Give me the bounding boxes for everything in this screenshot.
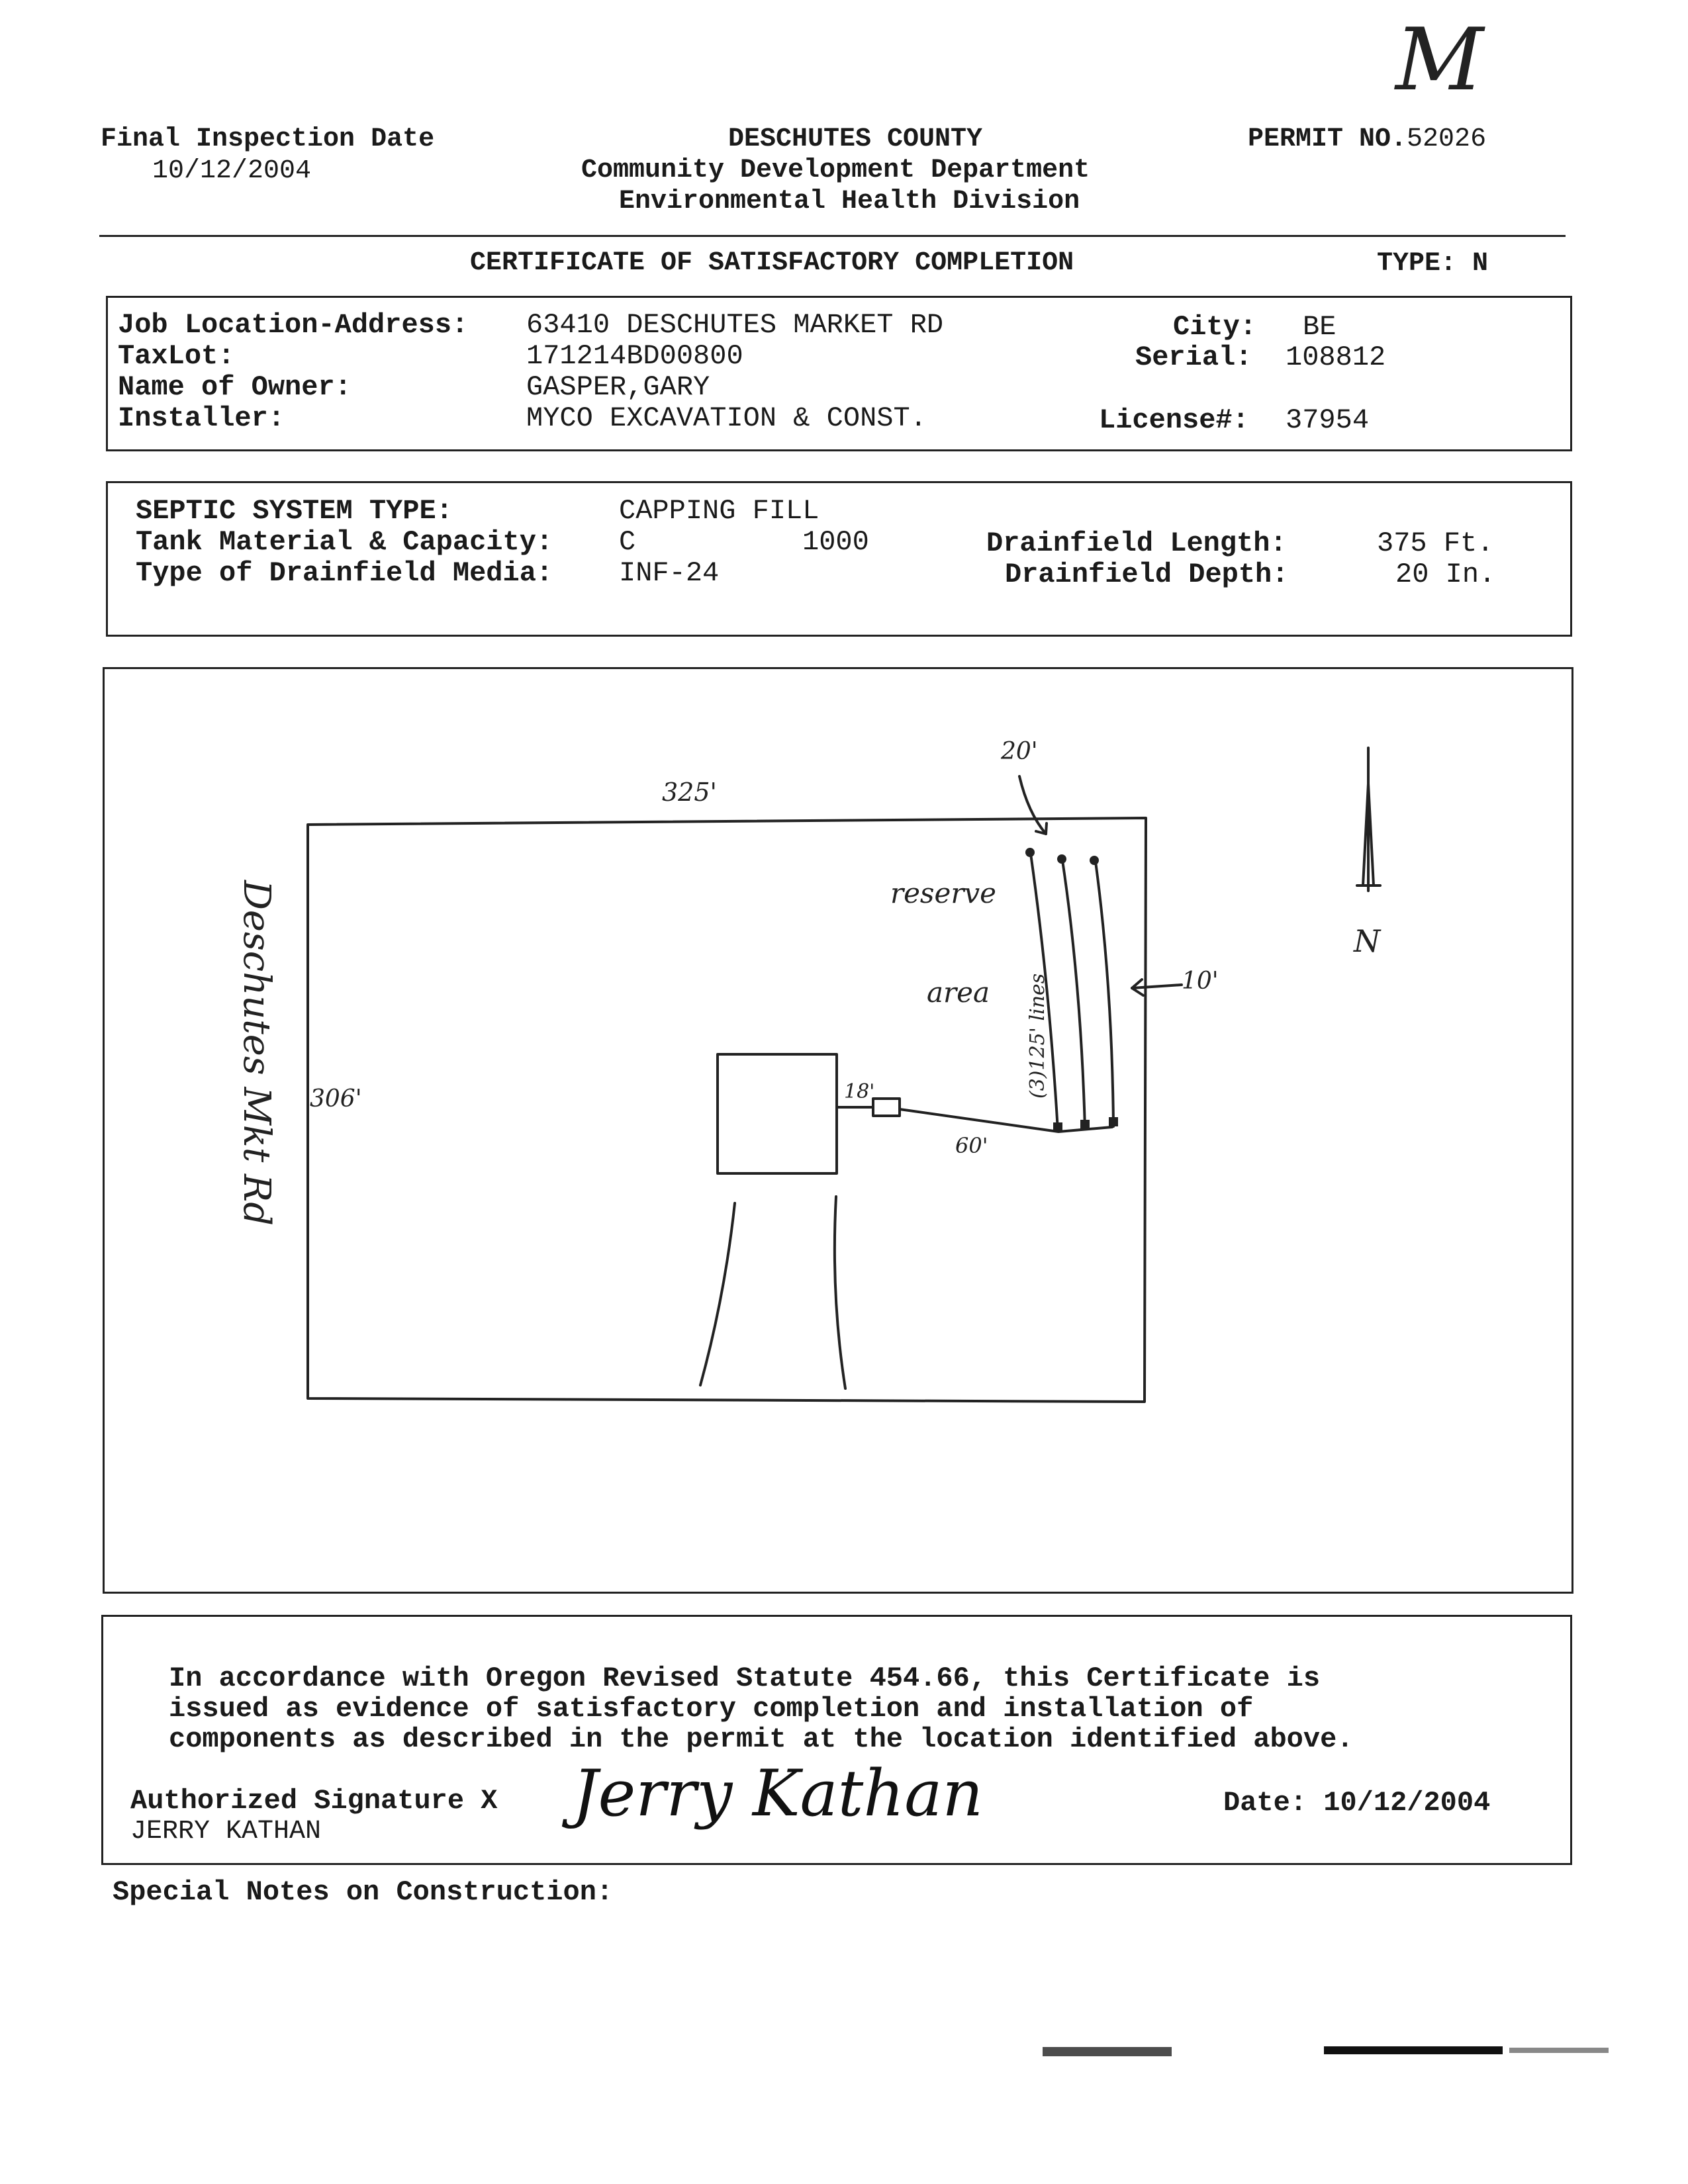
owner-value: GASPER,GARY [526,371,710,403]
address-label: Job Location-Address: [118,309,469,341]
road-label: Deschutes Mkt Rd [235,880,278,1226]
corner-mark: M [1395,9,1484,110]
address-value: 63410 DESCHUTES MARKET RD [526,309,944,341]
date-label: Date: [1223,1787,1307,1819]
type-value: N [1472,249,1489,279]
statement-line-3: components as described in the permit at the location identified above. [169,1723,1354,1755]
left-dimension-label: 306' [310,1085,362,1113]
drainfield-depth-label: Drainfield Depth: [1005,559,1289,590]
line-spacing-top-label: 20' [1001,738,1038,765]
north-label: N [1354,923,1381,959]
site-plan-sketch [103,667,1573,1594]
system-type-label: SEPTIC SYSTEM TYPE: [136,495,453,527]
driveway-left [700,1203,735,1385]
taxlot-value: 171214BD00800 [526,340,743,372]
septic-tank [873,1099,900,1116]
license-value: 37954 [1286,404,1370,436]
signer-name: JERRY KATHAN [130,1817,322,1846]
type-label: TYPE: [1377,249,1457,279]
signature-label: Authorized Signature X [130,1785,498,1817]
department-title: Community Development Department [581,156,1090,185]
special-notes-label: Special Notes on Construction: [113,1876,614,1908]
license-label: License#: [1099,404,1249,436]
statement-line-2: issued as evidence of satisfactory completion and installation of [169,1693,1254,1725]
tank-distance-label: 18' [844,1080,875,1103]
spacing-arrow [1019,776,1046,834]
drainfield-line-2 [1062,860,1085,1129]
permit-label: PERMIT NO. [1248,124,1407,154]
house-outline [718,1054,837,1173]
driveway-right [835,1197,845,1388]
top-dimension-label: 325' [662,778,717,807]
permit-number: 52026 [1407,124,1487,154]
certification-date [1223,1787,1490,1819]
pipe-length-label: 60' [955,1133,988,1158]
drainfield-line-3 [1096,862,1113,1126]
drainfield-length-value: 375 Ft. [1377,527,1494,559]
certificate-type [1377,249,1488,279]
drainfield-depth-value: 20 In. [1395,559,1496,590]
serial-label: Serial: [1135,341,1252,373]
drainfield-length-label: Drainfield Length: [986,527,1287,559]
serial-value: 108812 [1286,341,1386,373]
system-type-value: CAPPING FILL [619,495,820,527]
permit-number-line [1248,124,1486,155]
tank-label: Tank Material & Capacity: [136,526,553,558]
city-value: BE [1303,311,1336,343]
division-title: Environmental Health Division [619,187,1080,216]
edge-arrow [1132,985,1182,988]
area-label: area [927,976,990,1009]
property-boundary [308,818,1146,1402]
lines-label: (3)125' lines [1026,973,1049,1099]
edge-spacing-label: 10' [1182,968,1219,995]
county-title: DESCHUTES COUNTY [728,124,983,154]
final-inspection-label: Final Inspection Date [101,124,435,154]
city-label: City: [1173,311,1257,343]
media-value: INF-24 [619,557,720,589]
final-inspection-date: 10/12/2004 [152,156,312,186]
tank-capacity: 1000 [802,526,869,558]
header-rule [99,235,1566,237]
taxlot-label: TaxLot: [118,340,235,372]
date-value: 10/12/2004 [1323,1787,1491,1819]
installer-value: MYCO EXCAVATION & CONST. [526,402,927,434]
reserve-label: reserve [890,877,997,909]
statement-line-1: In accordance with Oregon Revised Statute 454.66, this Certificate is [169,1662,1321,1694]
tank-material: C [619,526,636,558]
scan-bar-right [1324,2046,1503,2054]
scan-bar-tail [1509,2048,1609,2053]
certificate-title: CERTIFICATE OF SATISFACTORY COMPLETION [470,248,1074,278]
tank-to-drainfield-pipe [900,1109,1112,1132]
media-label: Type of Drainfield Media: [136,557,553,589]
scan-bar-left [1043,2047,1172,2056]
authorized-signature: Jerry Kathan [573,1756,984,1831]
owner-label: Name of Owner: [118,371,352,403]
installer-label: Installer: [118,402,285,434]
